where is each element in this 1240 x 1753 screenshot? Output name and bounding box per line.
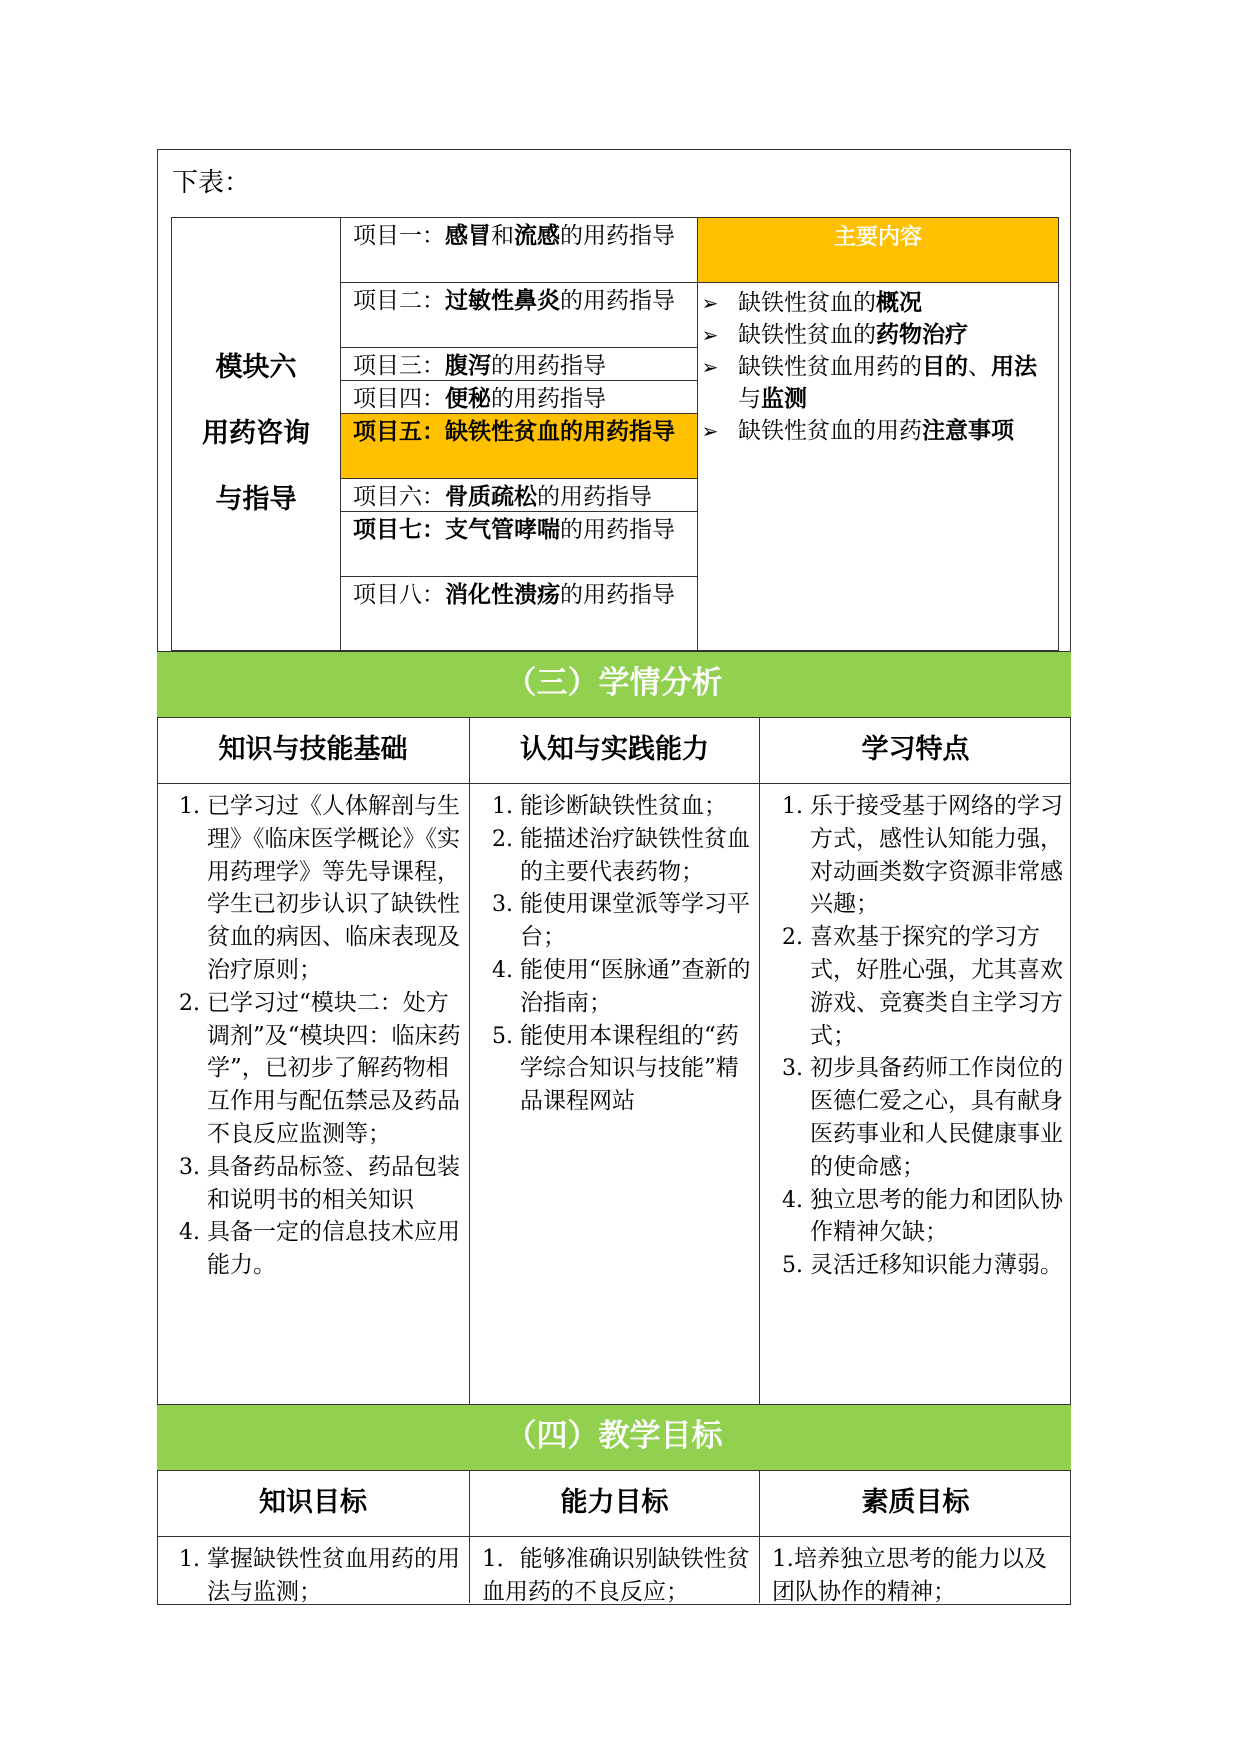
project-item [341,348,697,381]
project-text: 流感 [514,223,560,249]
list-item: 4. 具备一定的信息技术应用能力。 [207,1216,461,1282]
content-text: 监测 [761,386,807,412]
header-knowledge-skills: 知识与技能基础 [157,718,470,783]
content-item [701,319,1050,351]
project-text: 腹泻 [445,353,491,379]
list-item: 3. 具备药品标签、药品包装和说明书的相关知识 [207,1151,461,1217]
list-item: 2. 已学习过“模块二：处方调剂”及“模块四：临床药学”，已初步了解药物相互作用与配伍禁忌及药品不良反应监测等； [207,987,461,1151]
knowledge-skills-list [157,784,469,1282]
ability-goal-text: 1．能够准确识别缺铁性贫血用药的不良反应； [482,1546,750,1605]
project-text: 的用药指导 [560,223,675,249]
arrow-bullet-icon: ➢ [701,323,719,347]
content-text: 缺铁性贫血的 [738,290,876,316]
project-item [341,512,697,577]
list-item: 3. 初步具备药师工作岗位的医德仁爱之心，具有献身医药事业和人民健康事业的使命感； [810,1052,1063,1183]
list-item: 3. 能使用课堂派等学习平台； [520,888,751,954]
section-3-title: （三）学情分析 [157,651,1071,718]
module-title-cell [172,218,341,650]
header-learning-traits: 学习特点 [861,734,970,765]
arrow-bullet-icon: ➢ [701,419,719,443]
project-prefix: 项目一： [353,223,445,249]
header-cognition-practice: 认知与实践能力 [470,718,760,783]
header-ability-goals: 能力目标 [470,1471,760,1536]
list-item: 4. 独立思考的能力和团队协作精神欠缺； [810,1184,1063,1250]
header-quality-goals: 素质目标 [861,1487,970,1518]
content-item [701,415,1050,447]
list-item: 5. 灵活迁移知识能力薄弱。 [810,1249,1063,1282]
project-prefix: 项目五： [353,419,445,445]
cognition-practice-list [470,784,759,1118]
project-text: 的用药指导 [537,484,652,510]
arrow-bullet-icon: ➢ [701,291,719,315]
project-text: 便秘 [445,386,491,412]
project-prefix: 项目二： [353,288,445,314]
project-text: 的用药指导 [560,582,675,608]
quality-goals-cell [760,1537,1071,1603]
project-text: 的用药指导 [560,517,675,543]
project-text: 过敏性鼻炎 [445,288,560,314]
module-title-line: 用药咨询 [202,418,310,449]
intro-text: 下表： [172,168,251,198]
section-4-title: （四）教学目标 [157,1404,1071,1471]
project-item [341,479,697,512]
list-item: 1. 掌握缺铁性贫血用药的用法与监测； [207,1543,461,1609]
content-text: 药物治疗 [876,322,968,348]
project-text: 的用药指导 [491,353,606,379]
project-text: 和 [491,223,514,249]
section-3-header-row [157,718,1071,784]
project-item [341,577,697,650]
project-text: 消化性溃疡 [445,582,560,608]
knowledge-goals-cell [157,1537,470,1603]
content-text: 、 [968,354,991,380]
project-prefix: 项目三： [353,353,445,379]
quality-goal-text: 1.培养独立思考的能力以及团队协作的精神； [772,1546,1047,1605]
project-item [341,414,697,479]
project-item [341,283,697,348]
module-table [171,217,1059,651]
project-prefix: 项目七： [353,517,445,543]
cognition-practice-cell [470,784,760,1405]
list-item: 1. 已学习过《人体解剖与生理》《临床医学概论》《实用药理学》等先导课程，学生已初步认识了缺铁性贫血的病因、临床表现及治疗原则； [207,790,461,987]
content-item [701,351,1050,415]
list-item: 5. 能使用本课程组的“药学综合知识与技能”精品课程网站 [520,1020,751,1118]
project-prefix: 项目六： [353,484,445,510]
content-text: 与 [738,386,761,412]
main-content-cell [698,218,1058,650]
arrow-bullet-icon: ➢ [701,355,719,379]
list-item: 4. 能使用“医脉通”查新的治指南； [520,954,751,1020]
project-item [341,381,697,414]
learning-traits-list [760,784,1071,1282]
section-4-body-row [157,1537,1071,1603]
project-text: 骨质疏松 [445,484,537,510]
list-item: 1. 乐于接受基于网络的学习方式，感性认知能力强，对动画类数字资源非常感兴趣； [810,790,1063,921]
ability-goals-cell [470,1537,760,1603]
project-prefix: 项目八： [353,582,445,608]
project-item [341,218,697,283]
content-item [701,287,1050,319]
project-prefix: 项目四： [353,386,445,412]
list-item: 2. 喜欢基于探究的学习方式，好胜心强，尤其喜欢游戏、竞赛类自主学习方式； [810,921,1063,1052]
module-title-line: 与指导 [215,484,297,515]
project-text: 感冒 [445,223,491,249]
project-text: 缺铁性贫血的用药指导 [445,419,675,445]
header-knowledge-goals: 知识目标 [157,1471,470,1536]
content-text: 缺铁性贫血用药的 [738,354,922,380]
knowledge-goals-list [157,1537,469,1609]
project-text: 支气管哮喘 [445,517,560,543]
main-content-header: 主要内容 [698,218,1058,283]
module-title-line: 模块六 [215,352,297,383]
content-text: 目的 [922,354,968,380]
main-content-list [698,283,1058,447]
content-text: 缺铁性贫血的用药 [738,418,922,444]
content-text: 用法 [991,354,1037,380]
list-item: 2. 能描述治疗缺铁性贫血的主要代表药物； [520,823,751,889]
project-text: 的用药指导 [560,288,675,314]
learning-traits-cell [760,784,1071,1405]
project-list [341,218,698,650]
section-3-body-row [157,784,1071,1405]
content-text: 概况 [876,290,922,316]
content-text: 缺铁性贫血的 [738,322,876,348]
project-text: 的用药指导 [491,386,606,412]
section-4-header-row [157,1471,1071,1537]
content-text: 注意事项 [922,418,1014,444]
list-item: 1. 能诊断缺铁性贫血； [520,790,751,823]
knowledge-skills-cell [157,784,470,1405]
